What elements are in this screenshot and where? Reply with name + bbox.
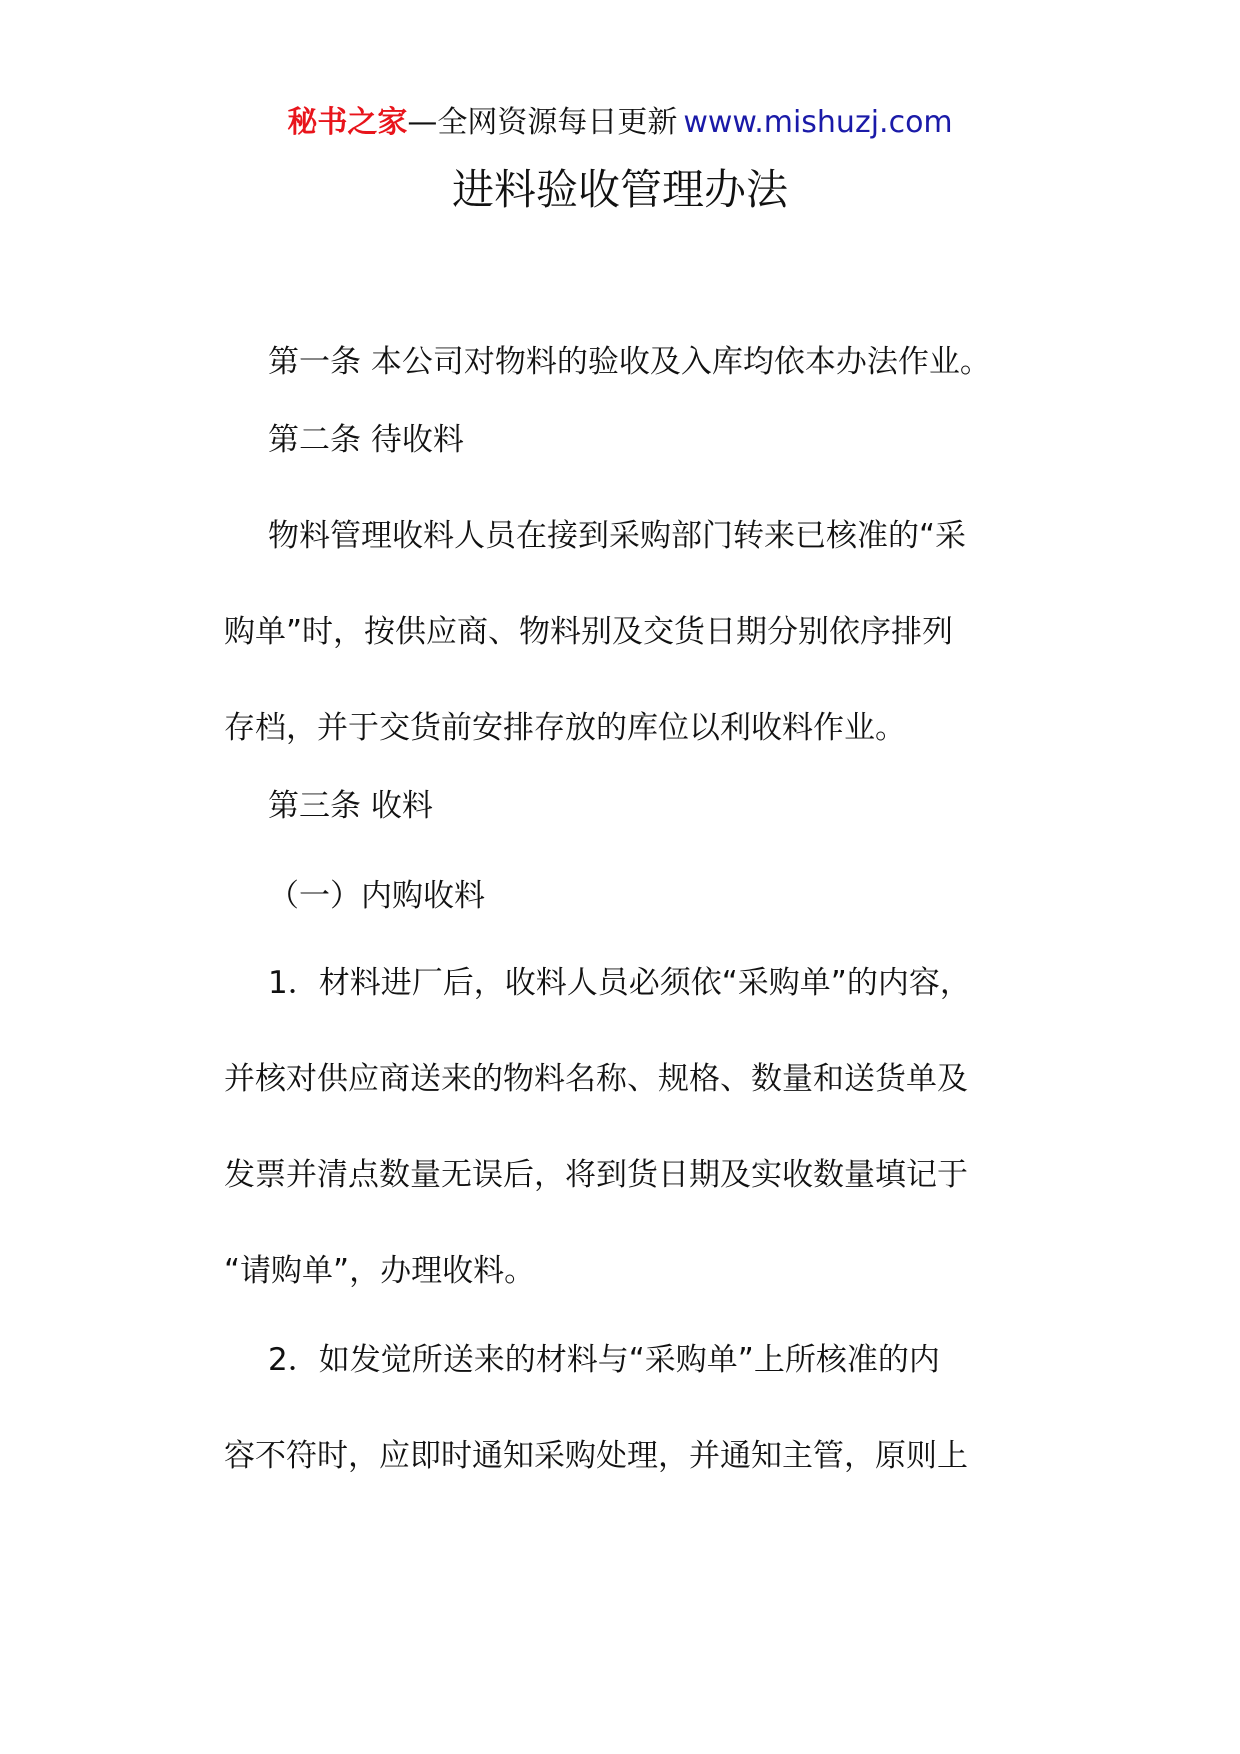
site-brand: 秘书之家 (287, 105, 408, 140)
article-1: 第一条 本公司对物料的验收及入库均依本办法作业。 (268, 344, 991, 380)
item-1-line-4: “请购单”，办理收料。 (224, 1253, 536, 1289)
item-1-line-3: 发票并清点数量无误后，将到货日期及实收数量填记于 (224, 1157, 968, 1193)
site-slogan: —全网资源每日更新 (407, 105, 678, 140)
article-2-para-line-3: 存档，并于交货前安排存放的库位以利收料作业。 (224, 710, 906, 746)
site-url-link[interactable]: www.mishuzj.com (683, 105, 953, 140)
document-title: 进料验收管理办法 (451, 165, 788, 214)
section-1-heading: （一）内购收料 (268, 878, 485, 914)
article-2-para-line-2: 购单”时，按供应商、物料别及交货日期分别依序排列 (224, 614, 954, 650)
article-3-heading: 第三条 收料 (268, 788, 433, 824)
document-body (224, 0, 1054, 1754)
item-2-line-2: 容不符时，应即时通知采购处理，并通知主管，原则上 (224, 1438, 968, 1474)
item-1-line-2: 并核对供应商送来的物料名称、规格、数量和送货单及 (224, 1061, 968, 1097)
item-1-line-1: 1．材料进厂后，收料人员必须依“采购单”的内容， (268, 965, 971, 1001)
article-2-para-line-1: 物料管理收料人员在接到采购部门转来已核准的“采 (268, 518, 967, 554)
article-2-heading: 第二条 待收料 (268, 422, 464, 458)
item-2-line-1: 2．如发觉所送来的材料与“采购单”上所核准的内 (268, 1342, 940, 1378)
